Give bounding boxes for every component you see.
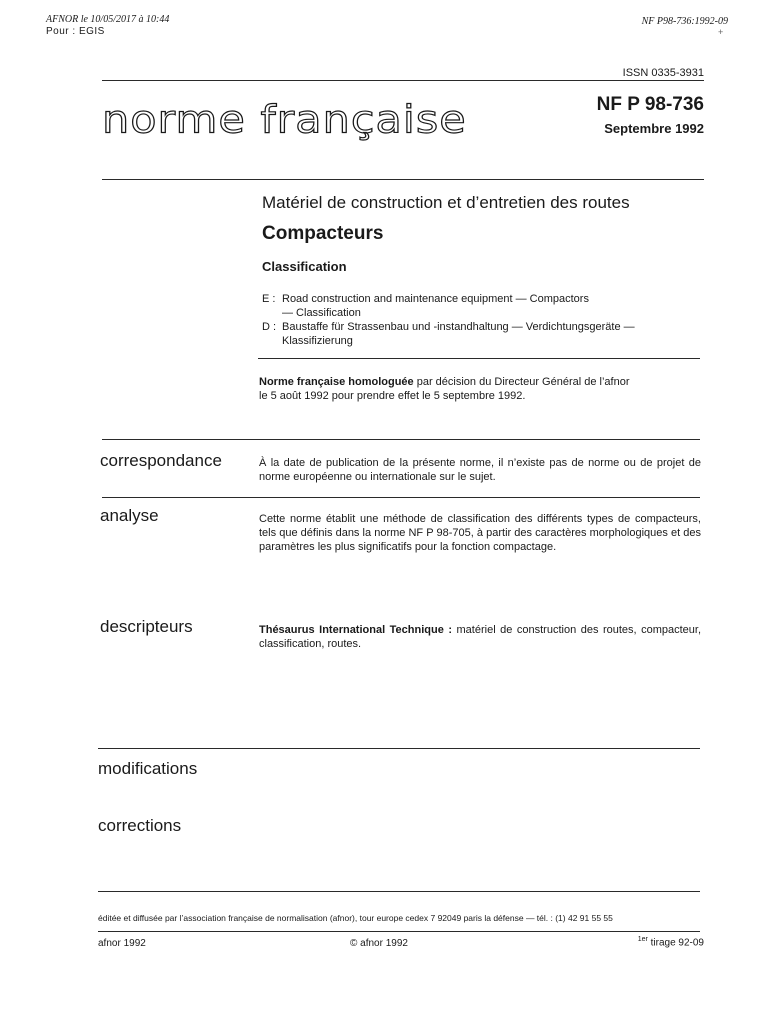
descripteurs-bold: Thésaurus International Technique : <box>259 624 453 636</box>
homologation-bold: Norme française homologuée <box>259 376 414 388</box>
section-rule <box>102 497 700 498</box>
top-rule <box>102 80 704 81</box>
document-reference: NF P98-736:1992-09 <box>641 16 728 27</box>
section-text-analyse: Cette norme établit une méthode de classification des différents types de compacteurs, tels que définis dans la norme NF P 98-705, à partir des caractères morphologiques et des paramètres les plus significatifs pour la fonction compactage. <box>259 513 701 553</box>
section-rule <box>98 748 700 749</box>
translation-line: Road construction and maintenance equipment — Compactors <box>282 293 589 305</box>
section-label-correspondance: correspondance <box>100 451 222 470</box>
translation-line: Baustaffe für Strassenbau und -instandhaltung — Verdichtungsgeräte — <box>282 321 635 333</box>
footer-copyright: © afnor 1992 <box>350 938 408 949</box>
translation-line: — Classification <box>282 307 361 319</box>
print-run <box>560 936 704 948</box>
print-run-text: tirage 92-09 <box>647 937 704 949</box>
homologation-text: le 5 août 1992 pour prendre effet le 5 septembre 1992. <box>259 390 526 402</box>
translation-code: D : <box>262 321 277 333</box>
stamp-recipient: Pour : EGIS <box>46 26 105 37</box>
section-label-corrections: corrections <box>98 816 182 835</box>
brand-title: norme française <box>102 98 467 142</box>
section-label-analyse: analyse <box>100 506 159 525</box>
publisher-info: éditée et diffusée par l’association française de normalisation (afnor), tour europe cedex 7 92049 paris la défense — tél. : (1) 42 91 55 55 <box>98 913 613 923</box>
homologation-text: par décision du Directeur Général de l’afnor <box>413 376 630 388</box>
footer-rule <box>98 931 700 932</box>
descripteurs-text: matériel de construction des routes, compacteur, classification, routes. <box>259 624 702 650</box>
stamp-date: AFNOR le 10/05/2017 à 10:44 <box>46 14 170 25</box>
document-classification: Classification <box>262 259 347 274</box>
section-text-descripteurs <box>259 623 701 651</box>
footer-rule <box>98 891 700 892</box>
standard-date: Septembre 1992 <box>604 121 704 136</box>
document-title: Matériel de construction et d’entretien des routes <box>262 193 630 212</box>
section-rule <box>102 439 700 440</box>
section-text-correspondance: À la date de publication de la présente norme, il n’existe pas de norme ou de projet de norme européenne ou internationale sur le sujet. <box>259 457 701 483</box>
issn-number: ISSN 0335-3931 <box>622 67 704 79</box>
standard-number: NF P 98-736 <box>596 94 704 115</box>
homologation-notice <box>259 375 699 403</box>
translation-line: Klassifizierung <box>282 335 353 347</box>
document-subtitle: Compacteurs <box>262 223 384 244</box>
section-label-modifications: modifications <box>98 759 198 778</box>
translation-german <box>262 320 635 348</box>
translation-code: E : <box>262 293 276 305</box>
print-run-ordinal: 1er <box>637 936 648 943</box>
translation-english <box>262 292 589 320</box>
title-rule <box>258 358 700 359</box>
header-rule <box>102 179 704 180</box>
footer-copyright-left: afnor 1992 <box>98 938 146 949</box>
section-label-descripteurs: descripteurs <box>100 617 193 636</box>
plus-mark: + <box>718 27 724 37</box>
